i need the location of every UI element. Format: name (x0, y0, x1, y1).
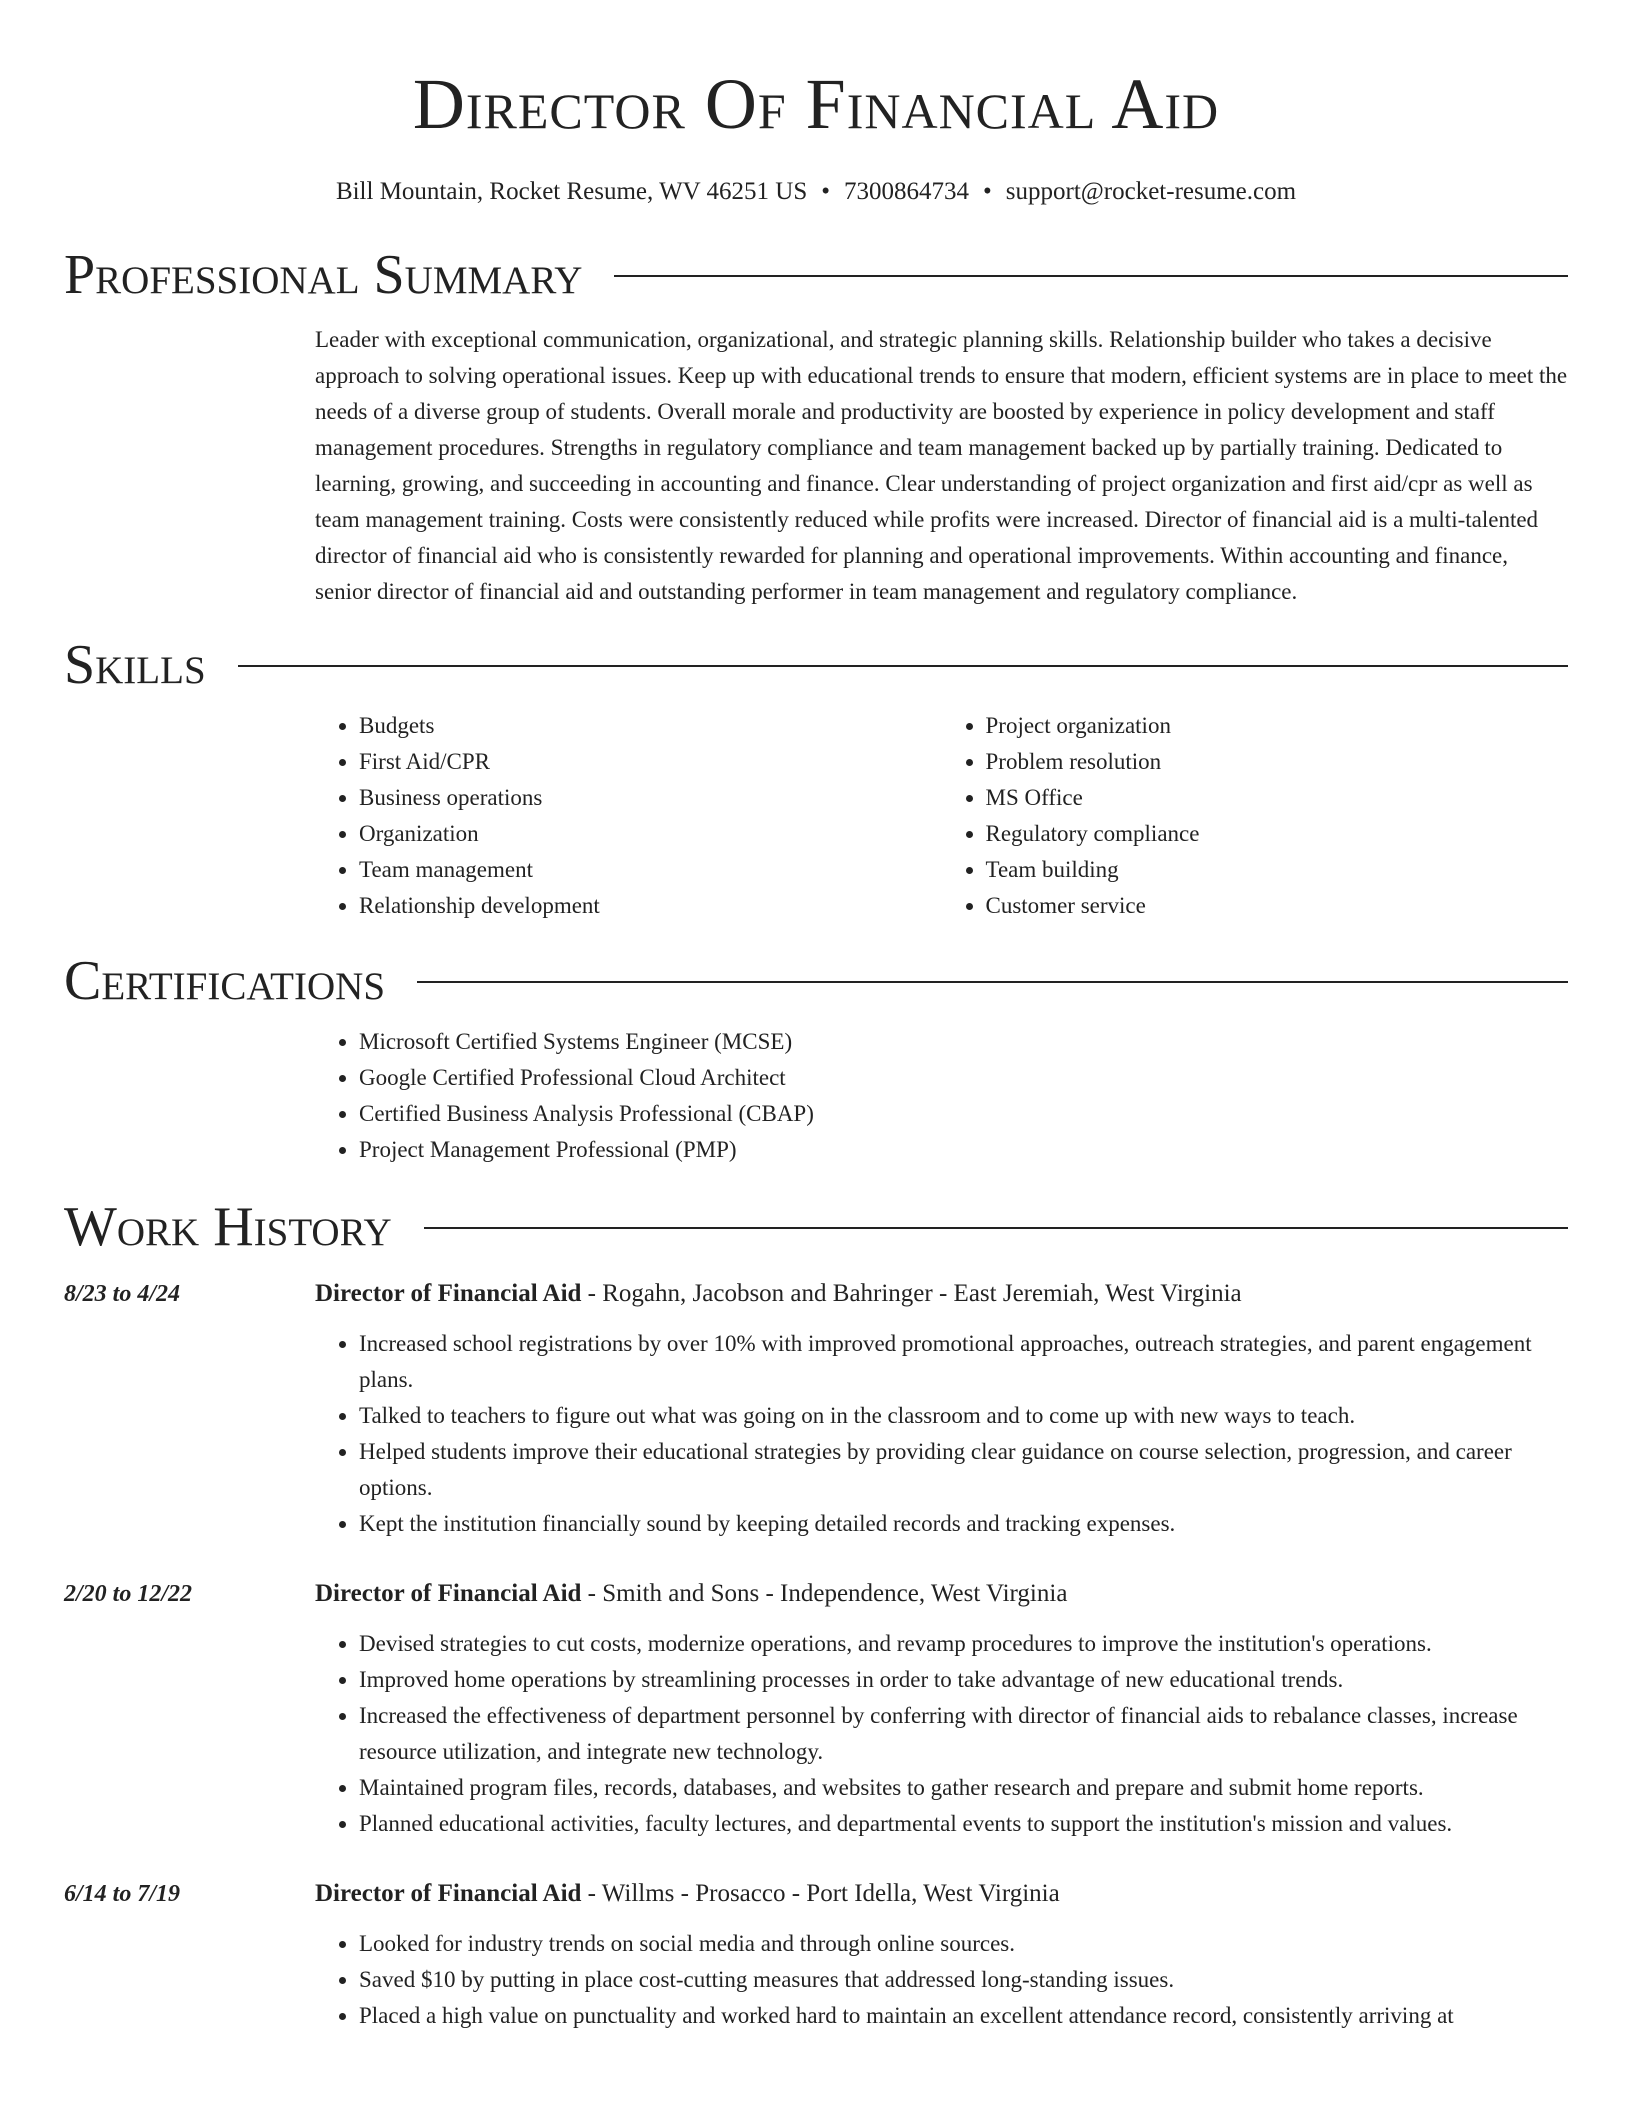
skills-grid (315, 708, 1568, 924)
job-company-location: - Willms - Prosacco - Port Idella, West Virginia (581, 1880, 1060, 1907)
contact-address: Bill Mountain, Rocket Resume, WV 46251 US (335, 178, 808, 205)
skills-list-left (315, 708, 942, 924)
skill-item: • Customer service (986, 888, 1569, 924)
certification-item: • Project Management Professional (PMP) (359, 1132, 1568, 1168)
section-divider (417, 981, 1568, 983)
skills-list-right (942, 708, 1569, 924)
certification-item: • Google Certified Professional Cloud Architect (359, 1060, 1568, 1096)
work-history-heading (64, 1192, 1568, 1262)
job-company-location: - Smith and Sons - Independence, West Virginia (581, 1580, 1068, 1607)
summary-heading (64, 240, 1568, 310)
contact-separator: • (983, 178, 992, 205)
job-bullet: • Devised strategies to cut costs, modernize operations, and revamp procedures to improve the institution's operations. (359, 1626, 1568, 1662)
job-bullets (315, 1326, 1568, 1542)
certifications-heading (64, 946, 1568, 1016)
skill-item: • Problem resolution (986, 744, 1569, 780)
skill-item: • Budgets (359, 708, 942, 744)
contact-line (64, 176, 1568, 208)
certifications-list (315, 1024, 1568, 1168)
contact-separator: • (821, 178, 830, 205)
job-bullet: • Improved home operations by streamlining processes in order to take advantage of new educational trends. (359, 1662, 1568, 1698)
job-dates: 2/20 to 12/22 (64, 1581, 193, 1607)
job-title-line (315, 1276, 1568, 1312)
job-bullet: • Kept the institution financially sound by keeping detailed records and tracking expenses. (359, 1506, 1568, 1542)
job-bullet: • Talked to teachers to figure out what was going on in the classroom and to come up with new ways to teach. (359, 1398, 1568, 1434)
job-dates: 6/14 to 7/19 (64, 1881, 181, 1907)
skill-item: • Regulatory compliance (986, 816, 1569, 852)
skill-item: • MS Office (986, 780, 1569, 816)
job-details (315, 1876, 1568, 2034)
job-bullet: • Increased school registrations by over 10% with improved promotional approaches, outreach strategies, and parent engagement plans. (359, 1326, 1568, 1398)
job-bullet: • Maintained program files, records, databases, and websites to gather research and prepare and submit home reports. (359, 1770, 1568, 1806)
job-bullet: • Planned educational activities, faculty lectures, and departmental events to support the institution's mission and values. (359, 1806, 1568, 1842)
skill-item: • Organization (359, 816, 942, 852)
skills-title: Skills (64, 634, 206, 696)
work-history-section (64, 1192, 1568, 2034)
job-details (315, 1576, 1568, 1842)
summary-title: Professional Summary (64, 244, 583, 306)
job-bullet: • Placed a high value on punctuality and worked hard to maintain an excellent attendance record, consistently arriving at (359, 1998, 1568, 2034)
skill-item: • Project organization (986, 708, 1569, 744)
job-role: Director of Financial Aid (315, 1280, 582, 1307)
job-entry (64, 1876, 1568, 2034)
skill-item: • Business operations (359, 780, 942, 816)
job-title-line (315, 1876, 1568, 1912)
skill-item: • First Aid/CPR (359, 744, 942, 780)
skill-item: • Team building (986, 852, 1569, 888)
job-company-location: - Rogahn, Jacobson and Bahringer - East Jeremiah, West Virginia (581, 1280, 1242, 1307)
resume-page (64, 0, 1568, 2034)
resume-name: Director Of Financial Aid (412, 64, 1220, 144)
job-role: Director of Financial Aid (315, 1580, 582, 1607)
certifications-section (64, 946, 1568, 1168)
skill-item: • Relationship development (359, 888, 942, 924)
certifications-body (315, 1024, 1568, 1168)
section-divider (424, 1227, 1568, 1229)
work-history-title: Work History (64, 1196, 392, 1258)
section-divider (614, 275, 1568, 277)
certification-item: • Certified Business Analysis Professional (CBAP) (359, 1096, 1568, 1132)
contact-email: support@rocket-resume.com (1005, 178, 1297, 205)
job-bullet: • Saved $10 by putting in place cost-cutting measures that addressed long-standing issues. (359, 1962, 1568, 1998)
job-entry (64, 1576, 1568, 1842)
job-bullet: • Helped students improve their educational strategies by providing clear guidance on course selection, progression, and career options. (359, 1434, 1568, 1506)
job-title-line (315, 1576, 1568, 1612)
summary-section (64, 240, 1568, 610)
contact-phone: 7300864734 (844, 178, 969, 205)
job-bullet: • Increased the effectiveness of department personnel by conferring with director of financial aids to rebalance classes, increase resource utilization, and integrate new technology. (359, 1698, 1568, 1770)
job-role: Director of Financial Aid (315, 1880, 582, 1907)
summary-text: Leader with exceptional communication, organizational, and strategic planning skills. Relationship builder who takes a decisive approach to solving operational issues. Keep up with educational trends to ensure that modern, efficient systems are in place to meet the needs of a diverse group of students. Overall morale and productivity are boosted by experience in policy development and staff management procedures. Strengths in regulatory compliance and team management backed up by partially training. Dedicated to learning, growing, and succeeding in accounting and finance. Clear understanding of project organization and first aid/cpr as well as team management training. Costs were consistently reduced while profits were increased. Director of financial aid is a multi-talented director of financial aid who is consistently rewarded for planning and operational improvements. Within accounting and finance, senior director of financial aid and outstanding performer in team management and regulatory compliance. (315, 327, 1568, 604)
certification-item: • Microsoft Certified Systems Engineer (MCSE) (359, 1024, 1568, 1060)
certifications-title: Certifications (64, 950, 386, 1012)
job-bullets (315, 1626, 1568, 1842)
job-entry (64, 1276, 1568, 1542)
section-divider (238, 665, 1568, 667)
job-dates: 8/23 to 4/24 (64, 1281, 181, 1307)
job-bullets (315, 1926, 1568, 2034)
skill-item: • Team management (359, 852, 942, 888)
job-details (315, 1276, 1568, 1542)
job-bullet: • Looked for industry trends on social media and through online sources. (359, 1926, 1568, 1962)
skills-heading (64, 630, 1568, 700)
skills-section (64, 630, 1568, 924)
